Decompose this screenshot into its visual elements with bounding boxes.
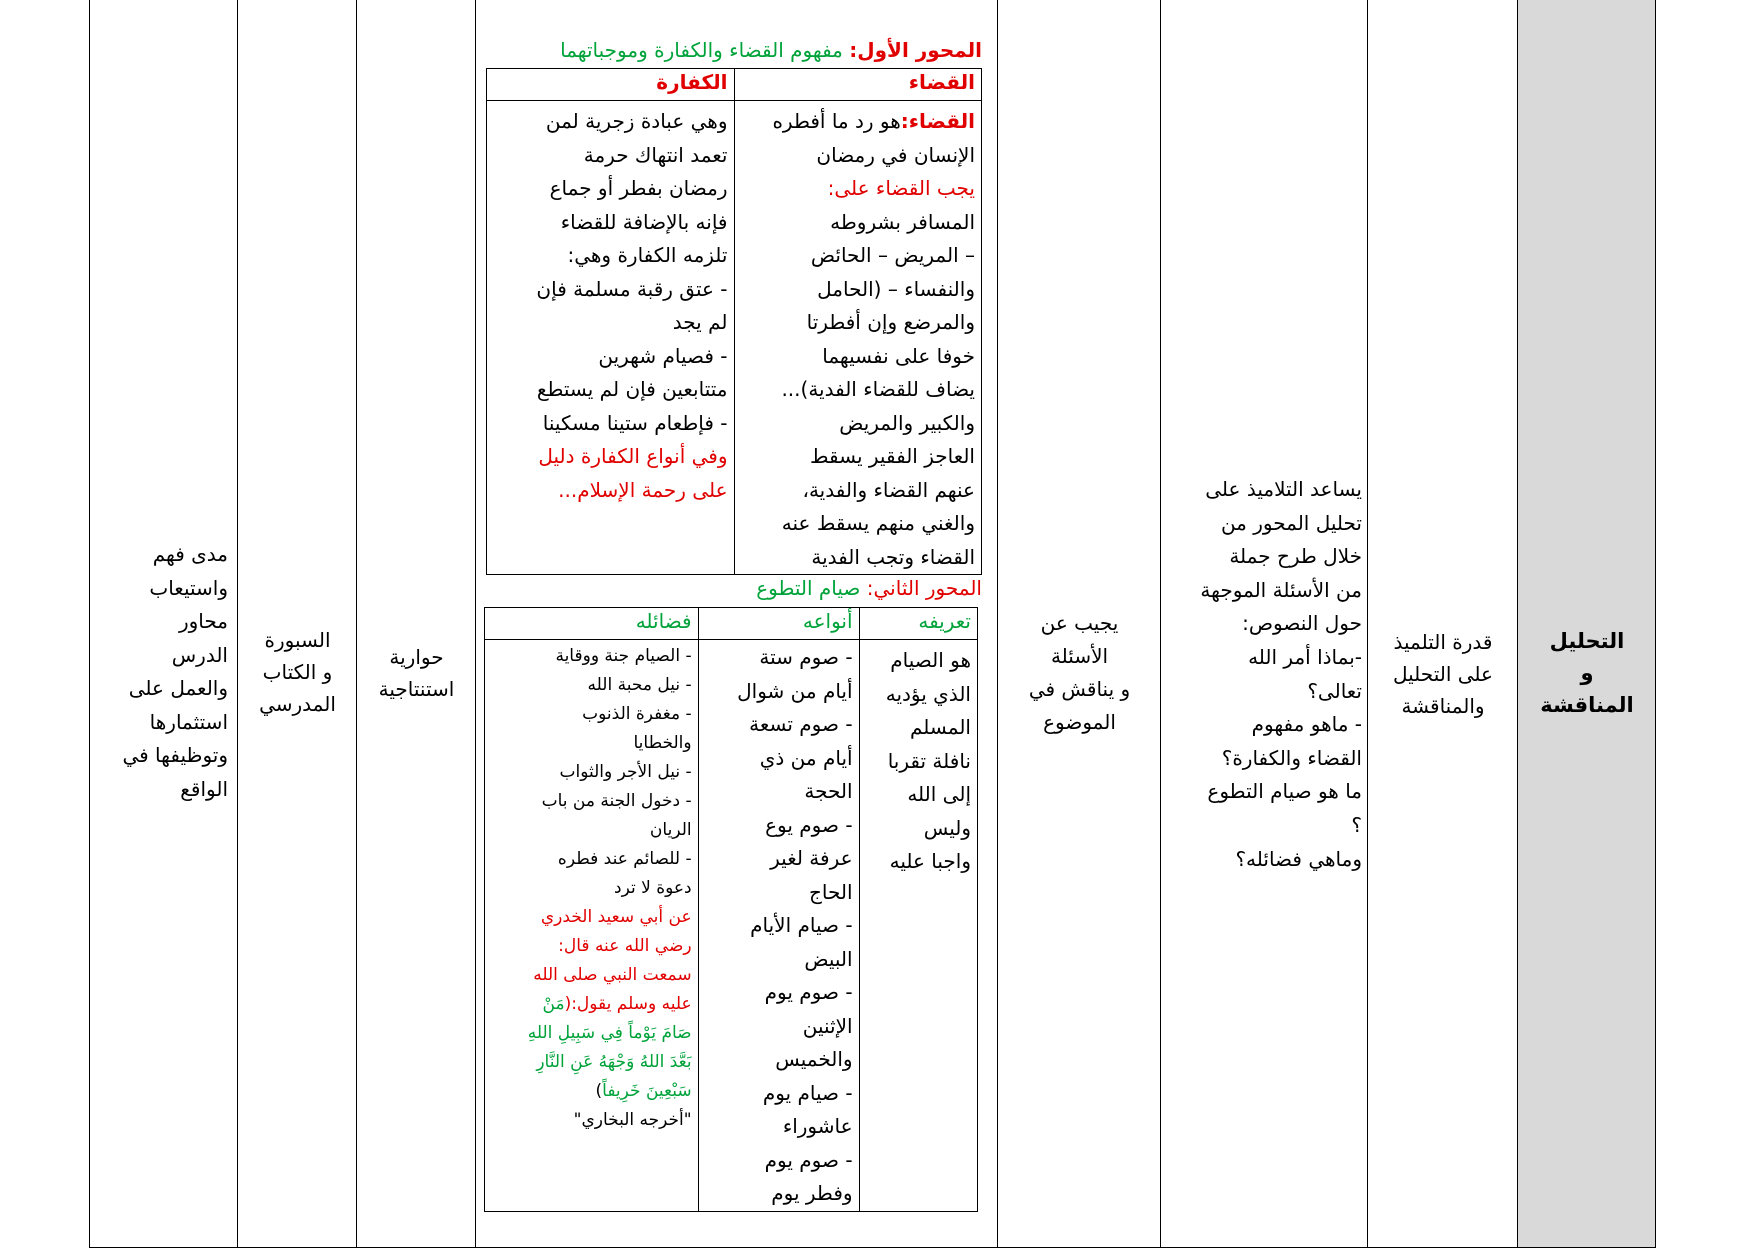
definition-cell: هو الصيام الذي يؤديه المسلم نافلة تقربا إلى الله وليس واجبا عليه <box>859 640 977 1212</box>
hadith-block <box>491 903 692 1106</box>
axis1-table <box>486 68 982 575</box>
axis1-label: المحور الأول: <box>849 38 982 62</box>
qada-body: المسافر بشروطه – المريض – الحائض والنفساء – (الحامل والمرضع وإن أفطرتا خوفا على نفسيهما يضاف للقضاء الفدية)... والكبير والمريض العاجز الفقير يسقط عنهم القضاء والفدية، والغني منهم يسقط عنه القضاء وتجب الفدية <box>781 209 975 569</box>
kaffara-header: الكفارة <box>487 69 735 101</box>
stage-label: التحليل و المناقشة <box>1540 629 1634 717</box>
qada-cell <box>734 101 982 575</box>
qada-header: القضاء <box>734 69 982 101</box>
column-stage <box>1517 0 1656 1248</box>
axis1-title: مفهوم القضاء والكفارة وموجباتهما <box>560 38 843 62</box>
qada-must-label: يجب القضاء على: <box>827 176 975 200</box>
axis2-label: المحور الثاني: <box>866 576 982 600</box>
types-header: أنواعه <box>698 608 859 640</box>
tools-text: السبورة و الكتاب المدرسي <box>259 628 336 716</box>
qada-def: هو رد ما أفطره الإنسان في رمضان <box>772 109 975 167</box>
virtues-header: فضائله <box>485 608 699 640</box>
axis2-heading <box>480 574 982 602</box>
types-cell: - صوم ستة أيام من شوال - صوم تسعة أيام من ذي الحجة - صوم يوع عرفة لغير الحاج - صيام الأيام البيض - صوم يوم الإثنين والخميس - صيام يوم عاشوراء - صوم يوم وفطر يوم <box>698 640 859 1212</box>
kaffara-cell <box>487 101 735 575</box>
teacher-activity-text: يساعد التلاميذ على تحليل المحور من خلال طرح جملة من الأسئلة الموجهة حول النصوص: -بماذا أمر الله تعالى؟ - ماهو مفهوم القضاء والكفارة؟ ما هو صيام التطوع ؟ وماهي فضائله؟ <box>1200 477 1362 871</box>
hadith-intro: عن أبي سعيد الخدري رضي الله عنه قال: سمعت النبي صلى الله عليه وسلم يقول:( <box>533 907 692 1014</box>
qada-term: القضاء: <box>900 109 975 133</box>
competency-text: قدرة التلميذ على التحليل والمناقشة <box>1393 630 1493 718</box>
axis2-title: صيام التطوع <box>756 576 861 600</box>
virtues-list: - الصيام جنة ووقاية - نيل محبة الله - مغفرة الذنوب والخطايا - نيل الأجر والثواب - دخول الجنة من باب الريان - للصائم عند فطره دعوة لا ترد <box>541 646 692 898</box>
hadith-source: "أخرجه البخاري" <box>573 1110 692 1130</box>
evaluation-text: مدى فهم واستيعاب محاور الدرس والعمل على استثمارها وتوظيفها في الواقع <box>122 542 228 801</box>
definition-header: تعريفه <box>859 608 977 640</box>
axis1-heading <box>480 36 982 64</box>
axis2-table <box>484 607 978 1212</box>
qada-definition <box>741 105 976 172</box>
student-activity-text: يجيب عن الأسئلة و يناقش في الموضوع <box>1028 611 1131 734</box>
column-competency <box>1367 0 1518 1248</box>
method-text: حوارية استنتاجية <box>378 645 455 701</box>
kaffara-note: وفي أنواع الكفارة دليل على رحمة الإسلام... <box>538 444 728 502</box>
hadith-close: ) <box>595 1081 603 1101</box>
column-method <box>356 0 476 1248</box>
virtues-cell <box>485 640 699 1212</box>
hadith-text: مَنْ صَامَ يَوْماً فِي سَبِيلِ اللهِ بَعَّدَ اللهُ وَجْهَهُ عَنِ النَّارِ سَبْعِينَ خَرِيفاً <box>527 994 692 1101</box>
kaffara-body: وهي عبادة زجرية لمن تعمد انتهاك حرمة رمضان بفطر أو جماع فإنه بالإضافة للقضاء تلزمه الكفارة وهي: - عتق رقبة مسلمة فإن لم يجد - فصيام شهرين متتابعين فإن لم يستطع - فإطعام ستينا مسكينا <box>536 109 728 435</box>
